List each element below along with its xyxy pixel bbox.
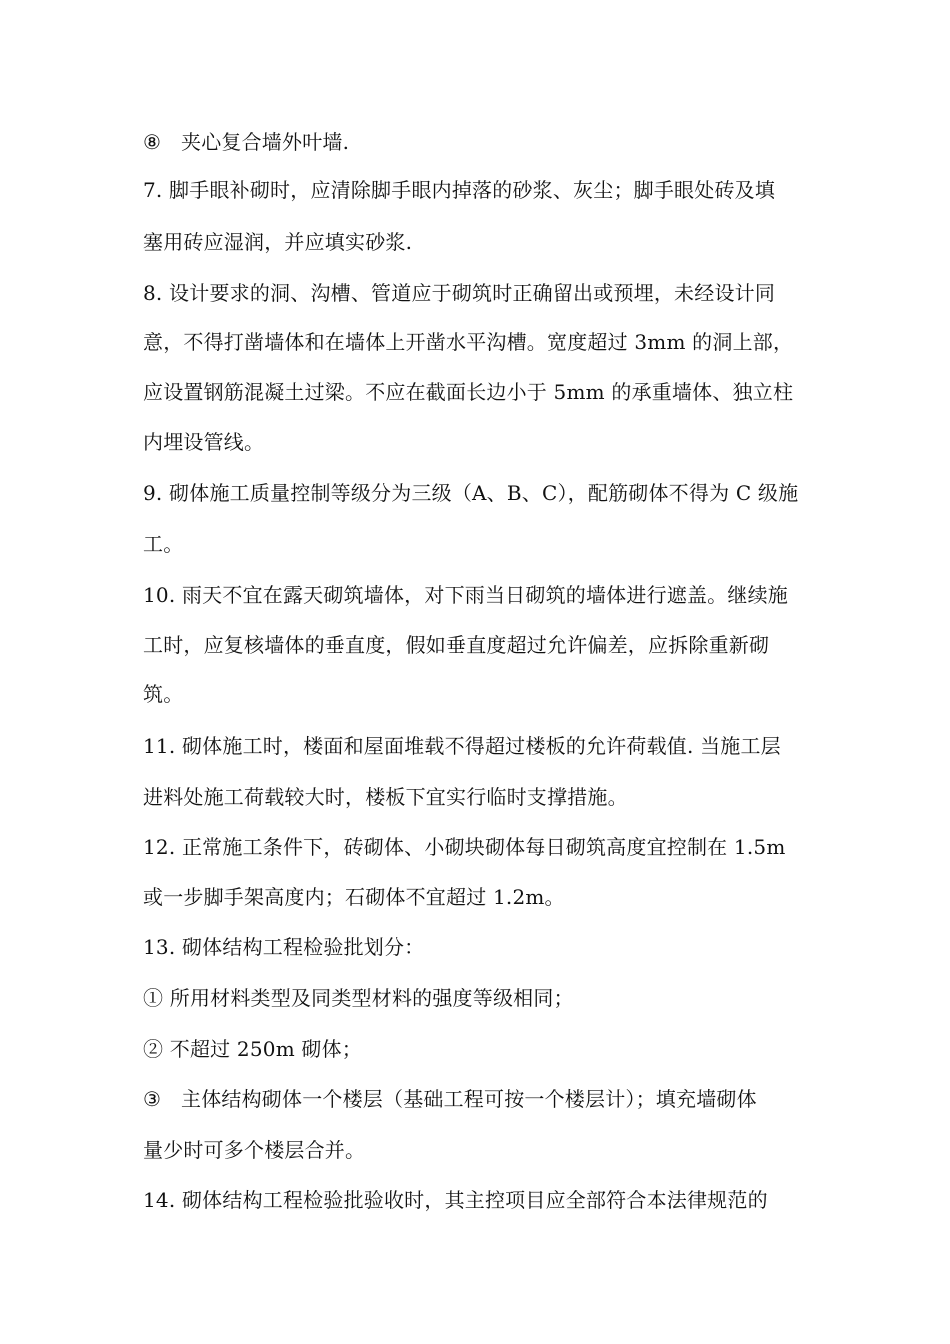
text-line: ① 所用材料类型及同类型材料的强度等级相同； [143, 986, 574, 1010]
text-line: 工。 [143, 532, 184, 556]
text-line: 或一步脚手架高度内；石砌体不宜超过 1.2m。 [143, 885, 565, 909]
text-line [143, 129, 823, 155]
text-line: 11. 砌体施工时，楼面和屋面堆载不得超过楼板的允许荷载值. 当施工层 [143, 734, 781, 758]
text-line: 12. 正常施工条件下，砖砌体、小砌块砌体每日砌筑高度宜控制在 1.5m [143, 835, 786, 859]
list-marker: ⑧ [143, 130, 162, 154]
text-line: 9. 砌体施工质量控制等级分为三级（A、B、C），配筋砌体不得为 C 级施 [143, 481, 799, 505]
text-line: 筑。 [143, 682, 184, 706]
text-line: 8. 设计要求的洞、沟槽、管道应于砌筑时正确留出或预埋，未经设计同 [143, 281, 776, 305]
text-line: 进料处施工荷载较大时，楼板下宜实行临时支撑措施。 [143, 785, 628, 809]
text-line: 10. 雨天不宜在露天砌筑墙体，对下雨当日砌筑的墙体进行遮盖。继续施 [143, 583, 788, 607]
line-text: 主体结构砌体一个楼层（基础工程可按一个楼层计）；填充墙砌体 [181, 1087, 757, 1111]
text-line: 量少时可多个楼层合并。 [143, 1138, 366, 1162]
line-text: 夹心复合墙外叶墙. [181, 130, 350, 154]
text-line: 7. 脚手眼补砌时，应清除脚手眼内掉落的砂浆、灰尘；脚手眼处砖及填 [143, 178, 776, 202]
text-line: 14. 砌体结构工程检验批验收时，其主控项目应全部符合本法律规范的 [143, 1188, 768, 1212]
list-marker: ③ [143, 1087, 162, 1111]
text-line: 13. 砌体结构工程检验批划分： [143, 935, 425, 959]
text-line: ② 不超过 250m 砌体； [143, 1037, 363, 1061]
text-line: 意，不得打凿墙体和在墙体上开凿水平沟槽。宽度超过 3mm 的洞上部， [143, 330, 794, 354]
text-line: 工时，应复核墙体的垂直度，假如垂直度超过允许偏差，应拆除重新砌 [143, 633, 770, 657]
text-line: 内埋设管线。 [143, 430, 265, 454]
text-line: 塞用砖应湿润，并应填实砂浆. [143, 230, 413, 254]
text-line: 应设置钢筋混凝土过梁。不应在截面长边小于 5mm 的承重墙体、独立柱 [143, 380, 794, 404]
text-line [143, 1086, 823, 1112]
